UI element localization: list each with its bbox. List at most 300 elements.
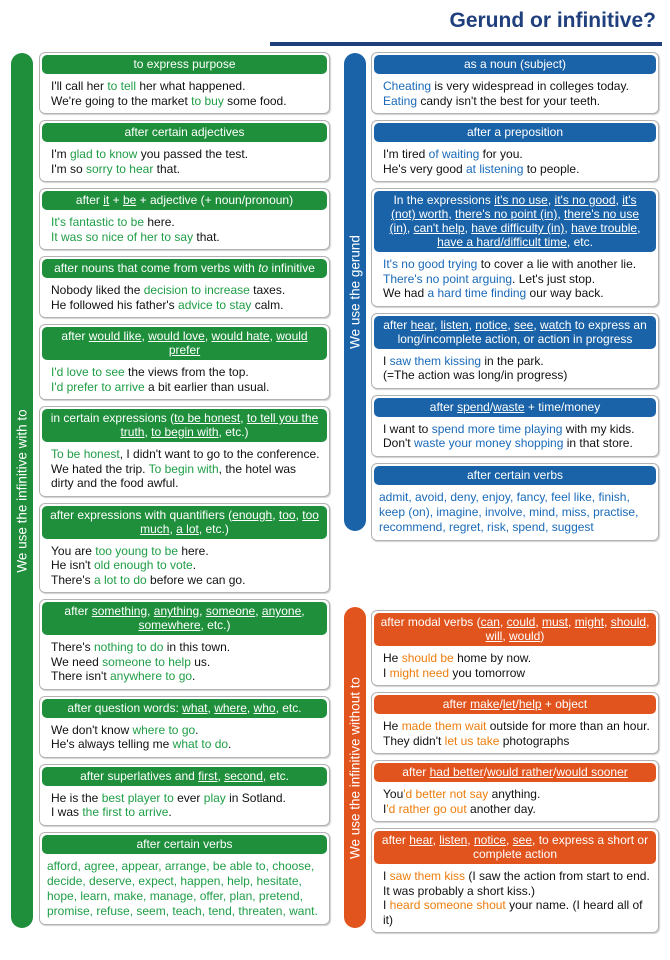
underlined-term: it's (not) worth — [390, 193, 637, 221]
example-sentence — [42, 544, 327, 559]
text-segment: , — [406, 221, 414, 235]
example-sentence — [374, 802, 656, 817]
text-segment: , — [448, 207, 455, 221]
rule-card — [371, 760, 659, 822]
rule-card — [371, 463, 659, 541]
rule-card — [39, 406, 330, 497]
rule-heading — [42, 506, 327, 539]
example-highlight: a hard time finding — [427, 286, 527, 300]
underlined-term: must — [542, 615, 569, 629]
text-segment: to people. — [523, 161, 580, 176]
text-segment: for you. — [479, 147, 523, 161]
example-sentence — [42, 573, 327, 588]
example-highlight: saw them kiss — [389, 869, 466, 883]
text-segment: I want to — [383, 421, 432, 436]
text-segment: . — [195, 722, 199, 737]
text-segment: candy isn't the best for your teeth. — [417, 93, 601, 108]
example-highlight: 'd better not say — [403, 787, 489, 801]
example-highlight: let us take — [444, 733, 500, 748]
underlined-term: where — [214, 700, 247, 715]
rule-card — [39, 764, 330, 826]
underlined-term: help — [518, 697, 542, 711]
text-segment: (I saw the action from start to end. It was probably a short kiss.) — [383, 869, 650, 898]
underlined-term: somewhere — [138, 618, 201, 632]
text-segment: , — [432, 833, 440, 847]
text-segment: , — [295, 507, 303, 522]
text-segment: after — [64, 604, 92, 618]
rule-heading — [374, 123, 656, 142]
example-highlight: might need — [389, 665, 450, 680]
text-segment: , etc.) — [200, 618, 231, 632]
text-segment: , — [637, 221, 641, 235]
text-segment: , — [507, 317, 514, 332]
rule-heading — [374, 831, 656, 864]
text-segment: as a noun (subject) — [463, 57, 567, 71]
text-segment: to cover a lie with another lie. — [477, 257, 637, 271]
text-segment: He is the — [51, 790, 102, 805]
example-sentence — [374, 94, 656, 109]
example-highlight: heard someone shout — [389, 898, 506, 912]
underlined-term: be — [122, 193, 137, 207]
underlined-term: could — [506, 615, 536, 629]
underlined-term: make — [470, 697, 500, 711]
underlined-term: it's no use — [494, 193, 548, 207]
text-segment: We don't know — [51, 722, 133, 737]
example-sentence — [374, 787, 656, 802]
underlined-term: let — [502, 697, 516, 711]
rule-heading — [374, 763, 656, 782]
text-segment: They didn't — [383, 733, 445, 748]
underlined-term: enough — [232, 507, 273, 522]
example-highlight: at listening — [466, 161, 524, 176]
side-label-infinitive-with-to — [11, 53, 33, 928]
underlined-term: what — [182, 700, 208, 715]
underlined-term: should — [610, 615, 647, 629]
text-segment: here. — [144, 215, 175, 229]
text-segment: us. — [190, 654, 211, 669]
text-segment: He — [383, 651, 402, 665]
side-label-gerund — [344, 53, 366, 531]
example-highlight: I'd prefer to arrive — [51, 379, 145, 394]
infinitive-without-to-column — [371, 610, 659, 933]
underlined-term: would hate — [211, 329, 270, 343]
text-segment: Don't — [383, 436, 414, 450]
example-highlight: what to do — [172, 737, 229, 751]
text-segment: in the park. — [481, 353, 544, 368]
side-label-text: We use the infinitive without to — [347, 676, 363, 859]
example-highlight: saw them kissing — [389, 353, 482, 368]
text-segment: There's — [51, 640, 94, 654]
text-segment: , — [467, 833, 474, 847]
underlined-term: too — [278, 507, 296, 522]
example-sentence — [374, 272, 656, 287]
underlined-term: notice — [475, 317, 508, 332]
example-sentence — [42, 79, 327, 94]
example-sentence — [42, 215, 327, 230]
example-sentence — [42, 447, 327, 462]
text-segment: , etc.) — [198, 521, 229, 536]
text-segment: . — [168, 805, 172, 819]
text-segment: , — [468, 317, 476, 332]
example-highlight: Eating — [383, 93, 418, 108]
rule-card — [39, 599, 330, 690]
text-segment: . Let's just stop. — [512, 271, 596, 286]
example-highlight: a lot to do — [93, 572, 147, 587]
example-sentence — [374, 436, 656, 451]
text-segment: / — [553, 765, 557, 779]
example-highlight: There's no point arguing — [383, 271, 513, 286]
text-segment: after — [402, 765, 430, 779]
side-label-text: We use the infinitive with to — [14, 408, 30, 573]
example-highlight: to buy — [191, 93, 224, 108]
text-segment: I was — [51, 805, 83, 819]
text-segment: , — [144, 425, 152, 439]
rule-heading — [42, 767, 327, 786]
text-segment: in that store. — [563, 436, 633, 450]
text-segment: , — [246, 700, 254, 715]
example-sentence — [42, 380, 327, 395]
text-segment: In the expressions — [393, 193, 495, 207]
text-segment: , — [502, 629, 509, 643]
rule-card — [371, 395, 659, 457]
text-segment: , — [499, 615, 507, 629]
text-segment: in this town. — [163, 640, 231, 654]
text-segment: He followed his father's — [51, 297, 179, 312]
text-segment: to express an long/incomplete action, or action in progress — [397, 317, 647, 346]
text-segment: , — [199, 604, 206, 618]
text-segment: outside for more than an hour. — [486, 719, 650, 733]
underlined-term: too much — [140, 507, 319, 536]
underlined-term: hear — [409, 833, 433, 847]
text-segment: after certain verbs — [466, 467, 564, 482]
example-highlight: To begin with — [148, 461, 219, 476]
text-segment: you passed the test. — [137, 147, 249, 161]
text-segment: , — [568, 615, 575, 629]
text-segment: home by now. — [453, 651, 532, 665]
underlined-term: would — [508, 629, 541, 643]
rule-heading — [374, 191, 656, 252]
text-segment: / — [499, 697, 503, 711]
text-segment: , — [533, 317, 541, 332]
underlined-term: anyone — [261, 604, 302, 618]
text-segment: after question words: — [67, 700, 183, 715]
underlined-term: first — [198, 768, 218, 783]
example-sentence — [42, 723, 327, 738]
rule-heading — [42, 699, 327, 718]
verb-list: admit, avoid, deny, enjoy, fancy, feel like, finish, keep (on), imagine, involve, mind, miss, practise, recommend, regret, risk, spend, suggest — [379, 489, 639, 534]
underlined-term: it — [103, 193, 110, 207]
underlined-term: see — [512, 833, 533, 847]
text-segment: , to express a short or complete action — [472, 833, 649, 861]
text-segment: , — [646, 615, 650, 629]
text-segment: in Sotland. — [225, 790, 286, 805]
text-segment: , — [169, 521, 177, 536]
rule-card — [39, 120, 330, 182]
underlined-term: second — [224, 768, 263, 783]
example-sentence — [374, 666, 656, 681]
underlined-term: would rather — [486, 765, 554, 779]
underlined-term: spend — [457, 399, 490, 414]
rule-heading — [42, 191, 327, 210]
side-label-text: We use the gerund — [347, 235, 363, 349]
underlined-term: there's no point (in) — [454, 207, 558, 221]
example-highlight: to tell — [107, 79, 136, 93]
example-sentence — [42, 558, 327, 573]
underlined-term: watch — [540, 317, 572, 332]
example-sentence — [42, 94, 327, 109]
underlined-term: would love — [148, 329, 205, 343]
rule-heading — [42, 835, 327, 854]
text-segment: after — [442, 697, 471, 711]
text-segment: , — [269, 329, 277, 343]
text-segment: I'll call her — [51, 79, 108, 93]
text-segment: , — [615, 193, 623, 207]
text-segment: ) — [540, 629, 545, 643]
text-segment: , — [217, 768, 225, 783]
text-segment: after — [429, 399, 458, 414]
text-segment: you tomorrow — [449, 665, 526, 680]
underlined-term: would prefer — [168, 329, 308, 357]
example-sentence — [374, 368, 656, 383]
example-sentence — [42, 147, 327, 162]
rule-heading — [374, 398, 656, 417]
text-segment: , etc. — [566, 235, 593, 249]
text-segment: , — [535, 615, 542, 629]
text-segment: , — [464, 221, 472, 235]
text-segment: after certain adjectives — [124, 125, 245, 139]
text-segment: is very widespread in colleges today. — [431, 79, 629, 93]
example-sentence — [374, 286, 656, 301]
rule-card — [39, 324, 330, 400]
underlined-term: listen — [439, 833, 468, 847]
text-segment: the views from the top. — [124, 365, 249, 379]
text-segment: There's — [51, 572, 94, 587]
text-segment: , etc. — [262, 768, 289, 783]
text-segment: after expressions with quantifiers ( — [50, 507, 233, 522]
rule-card — [39, 188, 330, 250]
text-segment: , — [204, 329, 212, 343]
underlined-term: someone — [205, 604, 256, 618]
text-segment: + — [109, 193, 123, 207]
rule-card — [371, 313, 659, 389]
text-segment: I — [383, 898, 390, 912]
text-segment: , I didn't want to go to the conference. — [119, 447, 320, 461]
example-sentence — [42, 669, 327, 684]
text-segment: , — [433, 317, 441, 332]
text-segment: to — [258, 261, 269, 275]
example-highlight: nothing to do — [93, 640, 164, 654]
example-sentence — [374, 734, 656, 749]
example-highlight: glad to know — [69, 147, 138, 161]
text-segment: after — [381, 833, 410, 847]
text-segment: I'm so — [51, 161, 86, 176]
text-segment: to express purpose — [133, 57, 236, 71]
example-highlight: decision to increase — [143, 283, 250, 297]
underlined-term: might — [574, 615, 605, 629]
text-segment: , — [564, 221, 572, 235]
text-segment: with my kids. — [562, 421, 635, 436]
text-segment: another day. — [466, 801, 536, 816]
verb-list: afford, agree, appear, arrange, be able to, choose, decide, deserve, expect, happen, help, hesitate, hope, learn, make, manage, offer, plan, pretend, promise, refuse, seem, teach, tend, threaten, want. — [47, 858, 318, 918]
text-segment: We're going to the market — [51, 93, 192, 108]
underlined-term: to begin with — [151, 425, 219, 439]
text-segment: I — [383, 353, 390, 368]
example-sentence — [42, 283, 327, 298]
rule-heading — [374, 316, 656, 349]
example-highlight: old enough to vote — [93, 558, 193, 572]
text-segment: here. — [178, 543, 209, 558]
underlined-term: have a hard/difficult time — [437, 235, 567, 249]
example-highlight: play — [203, 790, 226, 805]
rule-heading — [374, 695, 656, 714]
infinitive-with-to-column — [39, 52, 330, 925]
side-label-infinitive-without-to — [344, 607, 366, 928]
text-segment: , — [207, 700, 215, 715]
text-segment: , etc.) — [218, 425, 249, 439]
text-segment: + time/money — [524, 399, 601, 414]
example-sentence — [374, 147, 656, 162]
text-segment: taxes. — [249, 283, 286, 297]
text-segment: infinitive — [268, 261, 315, 275]
text-segment: . — [228, 737, 232, 751]
rule-card — [371, 828, 659, 933]
underlined-term: anything — [153, 604, 200, 618]
example-highlight: To be honest — [51, 447, 120, 461]
underlined-term: listen — [440, 317, 469, 332]
text-segment: her what happened. — [136, 79, 246, 93]
example-highlight: Cheating — [383, 79, 432, 93]
example-sentence — [42, 737, 327, 752]
underlined-term: who — [253, 700, 276, 715]
rule-card — [371, 188, 659, 307]
example-sentence — [374, 422, 656, 437]
underlined-term: will — [485, 629, 503, 643]
rule-heading — [374, 613, 656, 646]
underlined-term: hear — [410, 317, 434, 332]
underlined-term: there's no use (in) — [389, 207, 640, 235]
rule-heading — [42, 409, 327, 442]
example-highlight: It was so nice of her to say — [51, 229, 194, 244]
example-highlight: where to go — [132, 722, 196, 737]
text-segment: after modal verbs ( — [380, 615, 481, 629]
text-segment: / — [515, 697, 519, 711]
example-highlight: should be — [401, 651, 454, 665]
underlined-term: a lot — [176, 521, 199, 536]
rule-card — [39, 52, 330, 114]
rule-card — [39, 696, 330, 758]
text-segment: after nouns that come from verbs with — [54, 261, 259, 275]
text-segment: that. — [153, 161, 181, 176]
text-segment: , the hotel was dirty and the food awful. — [51, 461, 297, 490]
rule-card — [39, 832, 330, 925]
example-highlight: best player to — [101, 790, 174, 805]
text-segment: He's always telling me — [51, 737, 173, 751]
rule-heading — [42, 602, 327, 635]
page-title: Gerund or infinitive? — [449, 9, 656, 32]
underlined-term: can — [480, 615, 500, 629]
text-segment: I'm — [51, 147, 70, 161]
example-highlight: too young to be — [95, 543, 178, 558]
underlined-term: something — [91, 604, 148, 618]
example-sentence — [374, 79, 656, 94]
example-sentence — [42, 640, 327, 655]
text-segment: We had — [383, 286, 428, 300]
example-highlight: spend more time playing — [431, 421, 563, 436]
example-sentence — [42, 162, 327, 177]
text-segment: There isn't — [51, 669, 110, 683]
example-highlight: It's fantastic to be — [51, 215, 145, 229]
example-highlight: anywhere to go — [109, 669, 193, 683]
example-sentence — [374, 257, 656, 272]
underlined-term: can't help — [413, 221, 465, 235]
example-highlight: waste your money shopping — [413, 436, 564, 450]
text-segment: (=The action was long/in progress) — [383, 368, 568, 382]
text-segment: , — [272, 507, 279, 522]
text-segment: I — [383, 665, 390, 680]
example-highlight: the first to arrive — [82, 805, 169, 819]
text-segment: / — [489, 399, 494, 414]
example-highlight: advice to stay — [178, 297, 252, 312]
example-highlight: made them wait — [401, 719, 487, 733]
text-segment: I — [383, 869, 390, 883]
example-sentence — [42, 230, 327, 245]
text-segment: . — [192, 558, 197, 572]
example-sentence — [42, 462, 327, 491]
example-highlight: It's no good trying — [383, 257, 478, 271]
text-segment: , — [240, 411, 247, 425]
text-segment: after — [383, 317, 411, 332]
text-segment: I — [383, 801, 387, 816]
example-sentence — [42, 655, 327, 670]
text-segment: after superlatives and — [80, 768, 199, 783]
rule-heading — [42, 123, 327, 142]
text-segment: , — [255, 604, 262, 618]
text-segment: calm. — [251, 297, 284, 312]
rule-card — [371, 120, 659, 182]
example-sentence — [42, 365, 327, 380]
example-sentence — [374, 869, 656, 898]
text-segment: a bit earlier than usual. — [144, 379, 270, 394]
underlined-term: would like — [88, 329, 142, 343]
example-sentence — [42, 791, 327, 806]
rule-card — [39, 256, 330, 318]
text-segment: I'm tired — [383, 147, 429, 161]
text-segment: that. — [193, 229, 220, 244]
title-underline — [270, 42, 662, 46]
text-segment: He's very good — [383, 161, 466, 176]
rule-heading — [42, 327, 327, 360]
rule-heading — [374, 55, 656, 74]
example-highlight: I'd love to see — [51, 365, 125, 379]
text-segment: , — [557, 207, 565, 221]
text-segment: some food. — [223, 93, 287, 108]
text-segment: before we can go. — [146, 572, 246, 587]
example-sentence — [374, 162, 656, 177]
text-segment: He — [383, 719, 402, 733]
text-segment: We hated the trip. — [51, 461, 149, 476]
rule-heading — [42, 55, 327, 74]
underlined-term: waste — [493, 399, 525, 414]
underlined-term: would sooner — [556, 765, 628, 779]
underlined-term: to be honest — [174, 411, 241, 425]
text-segment: your name. (I heard all of it) — [383, 898, 643, 927]
text-segment: He isn't — [51, 558, 94, 572]
rule-card — [39, 503, 330, 594]
underlined-term: it's no good — [554, 193, 616, 207]
text-segment: after — [61, 329, 89, 343]
rule-card — [371, 52, 659, 114]
text-segment: . — [192, 669, 196, 683]
